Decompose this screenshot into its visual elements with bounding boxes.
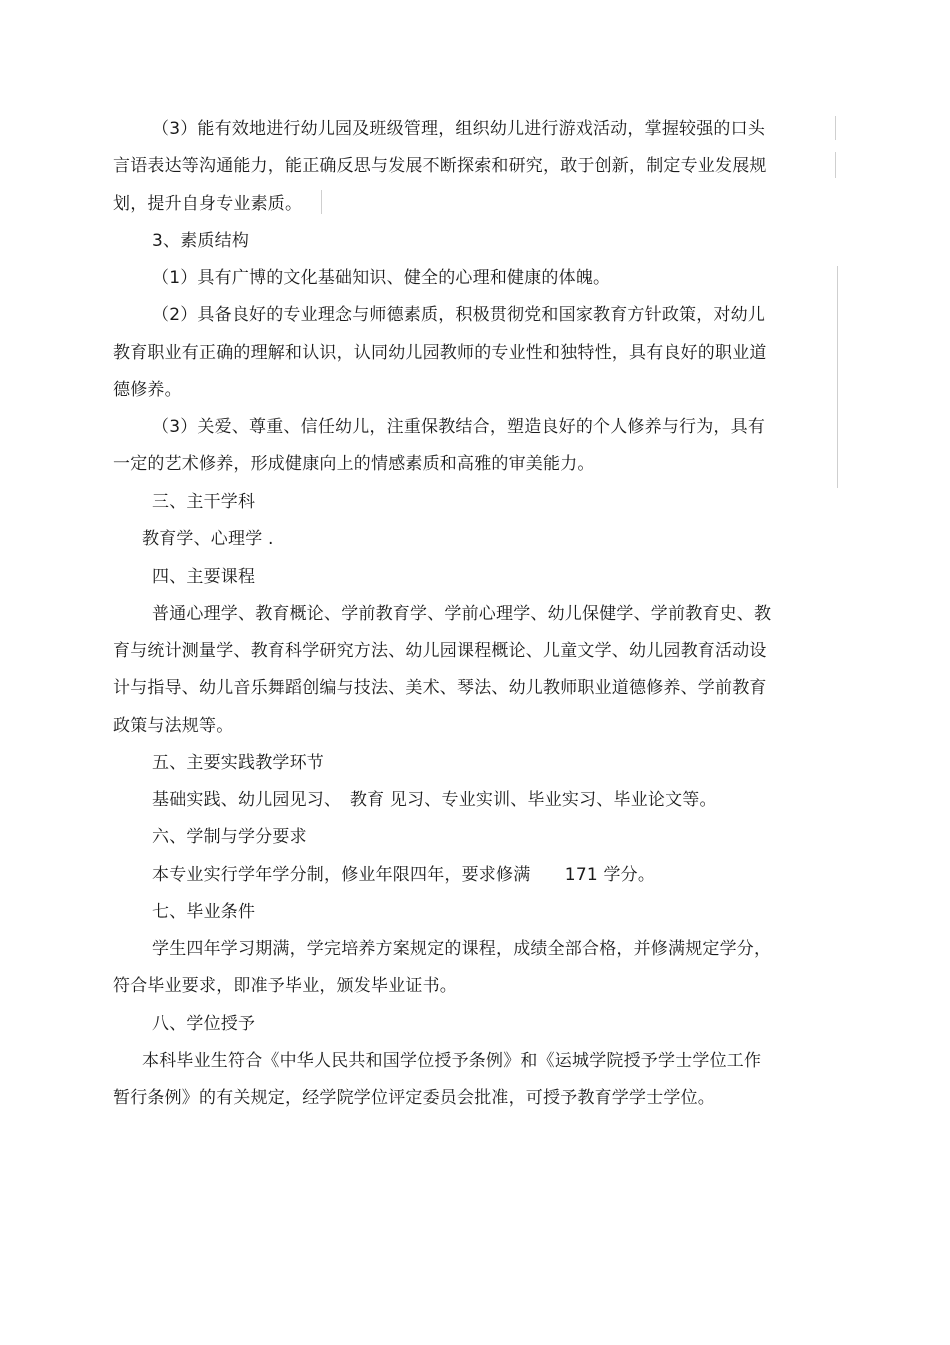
paragraph-line: 教育职业有正确的理解和认识，认同幼儿园教师的专业性和独特性，具有良好的职业道 <box>113 343 767 363</box>
paragraph-line: （3）能有效地进行幼儿园及班级管理，组织幼儿进行游戏活动，掌握较强的口头 <box>152 119 766 139</box>
section-heading: 3、素质结构 <box>152 231 250 251</box>
section-heading: 六、学制与学分要求 <box>152 827 307 847</box>
paragraph-line: 暂行条例》的有关规定，经学院学位评定委员会批准，可授予教育学学士学位。 <box>113 1088 715 1108</box>
margin-rule <box>835 116 836 140</box>
paragraph-line: （1）具有广博的文化基础知识、健全的心理和健康的体魄。 <box>152 268 611 288</box>
section-heading: 五、主要实践教学环节 <box>152 753 324 773</box>
paragraph-line: （2）具备良好的专业理念与师德素质，积极贯彻党和国家教育方针政策，对幼儿 <box>152 305 766 325</box>
paragraph-line: 普通心理学、教育概论、学前教育学、学前心理学、幼儿保健学、学前教育史、教 <box>152 604 772 624</box>
section-heading: 三、主干学科 <box>152 492 256 512</box>
section-heading: 八、学位授予 <box>152 1014 256 1034</box>
paragraph-line: 育与统计测量学、教育科学研究方法、幼儿园课程概论、儿童文学、幼儿园教育活动设 <box>113 641 767 661</box>
paragraph-line: 德修养。 <box>113 380 182 400</box>
paragraph-line: 符合毕业要求，即准予毕业，颁发毕业证书。 <box>113 976 457 996</box>
paragraph-line: 政策与法规等。 <box>113 716 234 736</box>
paragraph-line: （3）关爱、尊重、信任幼儿，注重保教结合，塑造良好的个人修养与行为，具有 <box>152 417 766 437</box>
paragraph-line: 教育学、心理学 . <box>142 529 274 549</box>
paragraph-line: 计与指导、幼儿音乐舞蹈创编与技法、美术、琴法、幼儿教师职业道德修养、学前教育 <box>113 678 767 698</box>
section-heading: 七、毕业条件 <box>152 902 256 922</box>
section-heading: 四、主要课程 <box>152 567 256 587</box>
margin-rule <box>837 266 838 488</box>
paragraph-line: 本专业实行学年学分制，修业年限四年，要求修满 171 学分。 <box>152 865 656 885</box>
paragraph-line: 一定的艺术修养，形成健康向上的情感素质和高雅的审美能力。 <box>113 454 595 474</box>
paragraph-line: 划，提升自身专业素质。 <box>113 194 303 214</box>
margin-rule <box>835 152 836 178</box>
paragraph-line: 本科毕业生符合《中华人民共和国学位授予条例》和《运城学院授予学士学位工作 <box>142 1051 762 1071</box>
paragraph-line: 基础实践、幼儿园见习、 教育 见习、专业实训、毕业实习、毕业论文等。 <box>152 790 717 810</box>
margin-rule <box>321 190 322 214</box>
paragraph-line: 言语表达等沟通能力，能正确反思与发展不断探索和研究，敢于创新，制定专业发展规 <box>113 156 767 176</box>
paragraph-line: 学生四年学习期满，学完培养方案规定的课程，成绩全部合格，并修满规定学分， <box>152 939 772 959</box>
